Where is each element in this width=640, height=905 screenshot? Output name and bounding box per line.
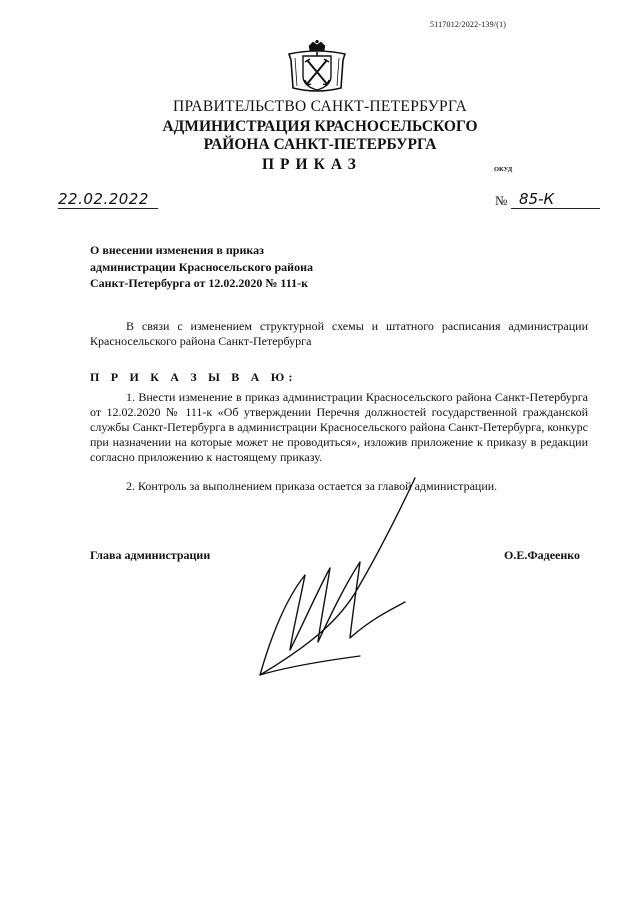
- subject-line: администрации Красносельского района: [90, 259, 313, 274]
- signatory-name: О.Е.Фадеенко: [504, 548, 581, 562]
- intro-paragraph: В связи с изменением структурной схемы и штатного расписания администрации Красносельского района Санкт-Петербурга: [90, 319, 588, 348]
- handwritten-signature: [230, 470, 450, 690]
- order-number: 85-К: [519, 190, 555, 208]
- number-underline: [511, 208, 600, 209]
- government-heading: ПРАВИТЕЛЬСТВО САНКТ-ПЕТЕРБУРГА: [172, 98, 468, 115]
- order-number-field: [495, 192, 600, 209]
- order-item-1: 1. Внести изменение в приказ администрации Красносельского района Санкт-Петербурга от 12.02.2020 № 111-к «Об утверждении Перечня должностей государственной гражданской службы Санкт-Петербурга в администрации Красносельского района Санкт-Петербурга, конкурс при назначении на которые может не проводиться», изложив приложение к приказу в редакции согласно приложению к настоящему приказу.: [90, 390, 588, 464]
- coat-of-arms-emblem: [285, 40, 349, 94]
- order-item-2: 2. Контроль за выполнением приказа остается за главой администрации.: [126, 479, 498, 493]
- registration-number: 5117012/2022-139/(1): [430, 20, 507, 29]
- order-date: 22.02.2022: [58, 190, 158, 209]
- subject-line: Санкт-Петербурга от 12.02.2020 № 111-к: [90, 276, 308, 290]
- administration-heading-line1: АДМИНИСТРАЦИЯ КРАСНОСЕЛЬСКОГО: [162, 118, 478, 135]
- okud-label: ОКУД: [494, 166, 513, 173]
- order-directive-word: П Р И К А З Ы В А Ю:: [90, 370, 297, 384]
- administration-heading-line2: РАЙОНА САНКТ-ПЕТЕРБУРГА: [203, 136, 437, 153]
- order-subject: [90, 242, 390, 292]
- number-sign: №: [495, 193, 508, 208]
- document-type-title: ПРИКАЗ: [262, 156, 362, 173]
- subject-line: О внесении изменения в приказ: [90, 243, 264, 257]
- signatory-title: Глава администрации: [90, 548, 211, 562]
